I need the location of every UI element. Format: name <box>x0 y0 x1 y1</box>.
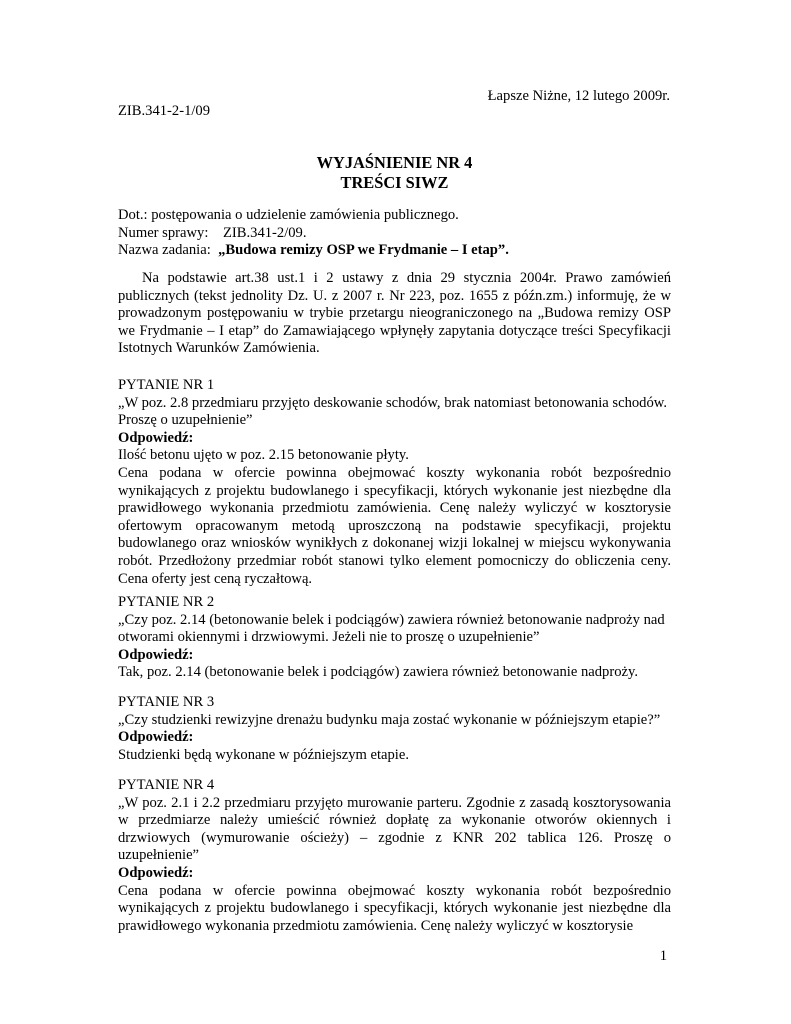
question-1 <box>118 377 671 588</box>
answer-2-label: Odpowiedź: <box>118 646 194 663</box>
reference-number: ZIB.341-2-1/09 <box>118 103 211 119</box>
answer-1-line: Ilość betonu ujęto w poz. 2.15 betonowanie płyty. <box>118 447 409 464</box>
question-4 <box>118 777 671 935</box>
answer-3-label: Odpowiedź: <box>118 729 194 746</box>
meta-task <box>118 242 671 260</box>
intro-paragraph: Na podstawie art.38 ust.1 i 2 ustawy z dnia 29 stycznia 2004r. Prawo zamówień publicznych (tekst jednolity Dz. U. z 2007 r. Nr 223, poz. 1655 z późn.zm.) informuję, że w prowadzonym postępowaniu w trybie przetargu nieograniczonego na „Budowa remizy OSP we Frydmanie – I etap” do Zamawiającego wpłynęły zapytania dotyczące treści Specyfikacji Istotnych Warunków Zamówienia. <box>118 270 671 357</box>
meta-case-value: ZIB.341-2/09. <box>222 224 307 241</box>
meta-dot-label: Dot.: <box>118 207 148 223</box>
question-1-text: „W poz. 2.8 przedmiaru przyjęto deskowanie schodów, brak natomiast betonowania schodów. Proszę o uzupełnienie” <box>118 394 667 429</box>
question-2-heading: PYTANIE NR 2 <box>118 594 215 610</box>
meta-task-value: „Budowa remizy OSP we Frydmanie – I etap”. <box>218 242 509 259</box>
meta-case <box>118 225 671 243</box>
meta-case-label: Numer sprawy: <box>118 224 209 241</box>
meta-dot <box>118 207 671 225</box>
meta-task-label: Nazwa zadania: <box>118 242 211 259</box>
question-3-text: „Czy studzienki rewizyjne drenażu budynku maja zostać wykonanie w późniejszym etapie?” <box>118 711 661 728</box>
question-4-heading: PYTANIE NR 4 <box>118 777 215 793</box>
question-4-text: „W poz. 2.1 i 2.2 przedmiaru przyjęto murowanie parteru. Zgodnie z zasadą kosztorysowania w przedmiarze należy umieścić również dopłatę za wykonanie otworów okiennych i drzwiowych (wymurowanie ościeży) – zgodnie z KNR 202 tablica 126. Proszę o uzupełnienie” <box>118 794 671 864</box>
title-line-1: WYJAŚNIENIE NR 4 <box>316 153 473 172</box>
answer-1-label: Odpowiedź: <box>118 429 194 446</box>
answer-1-paragraph: Cena podana w ofercie powinna obejmować koszty wykonania robót bezpośrednio wynikających z projektu budowlanego i specyfikacji, których wykonanie jest niezbędne dla prawidłowego wykonania przedmiotu zamówienia. Cenę należy wyliczyć w kosztorysie ofertowym opracowanym metodą uproszczoną na podstawie specyfikacji, projektu budowlanego oraz wniosków wynikłych z dokonanej wizji lokalnej w miejscu wykonywania robót. Przedłożony przedmiar robót stanowi tylko element pomocniczy do obliczenia ceny. Cena oferty jest ceną ryczałtową. <box>118 464 671 587</box>
meta-block <box>118 207 671 260</box>
document-title <box>118 153 671 193</box>
answer-2-line: Tak, poz. 2.14 (betonowanie belek i podciągów) zawiera również betonowanie nadproży. <box>118 664 638 681</box>
meta-dot-value: postępowania o udzielenie zamówienia publicznego. <box>151 207 459 223</box>
place-date: Łapsze Niżne, 12 lutego 2009r. <box>487 88 670 104</box>
question-2 <box>118 594 671 682</box>
answer-4-label: Odpowiedź: <box>118 864 194 881</box>
page-number: 1 <box>659 948 667 964</box>
question-1-heading: PYTANIE NR 1 <box>118 377 215 393</box>
question-3-heading: PYTANIE NR 3 <box>118 694 215 710</box>
answer-4-paragraph: Cena podana w ofercie powinna obejmować koszty wykonania robót bezpośrednio wynikających z projektu budowlanego i specyfikacji, których wykonanie jest niezbędne dla prawidłowego wykonania przedmiotu zamówienia. Cenę należy wyliczyć w kosztorysie <box>118 882 671 934</box>
question-2-text: „Czy poz. 2.14 (betonowanie belek i podciągów) zawiera również betonowanie nadproży nad otworami okiennymi i drzwiowymi. Jeżeli nie to proszę o uzupełnienie” <box>118 611 665 646</box>
answer-3-line: Studzienki będą wykonane w późniejszym etapie. <box>118 746 409 763</box>
question-3 <box>118 694 671 764</box>
title-line-2: TREŚCI SIWZ <box>340 173 449 192</box>
